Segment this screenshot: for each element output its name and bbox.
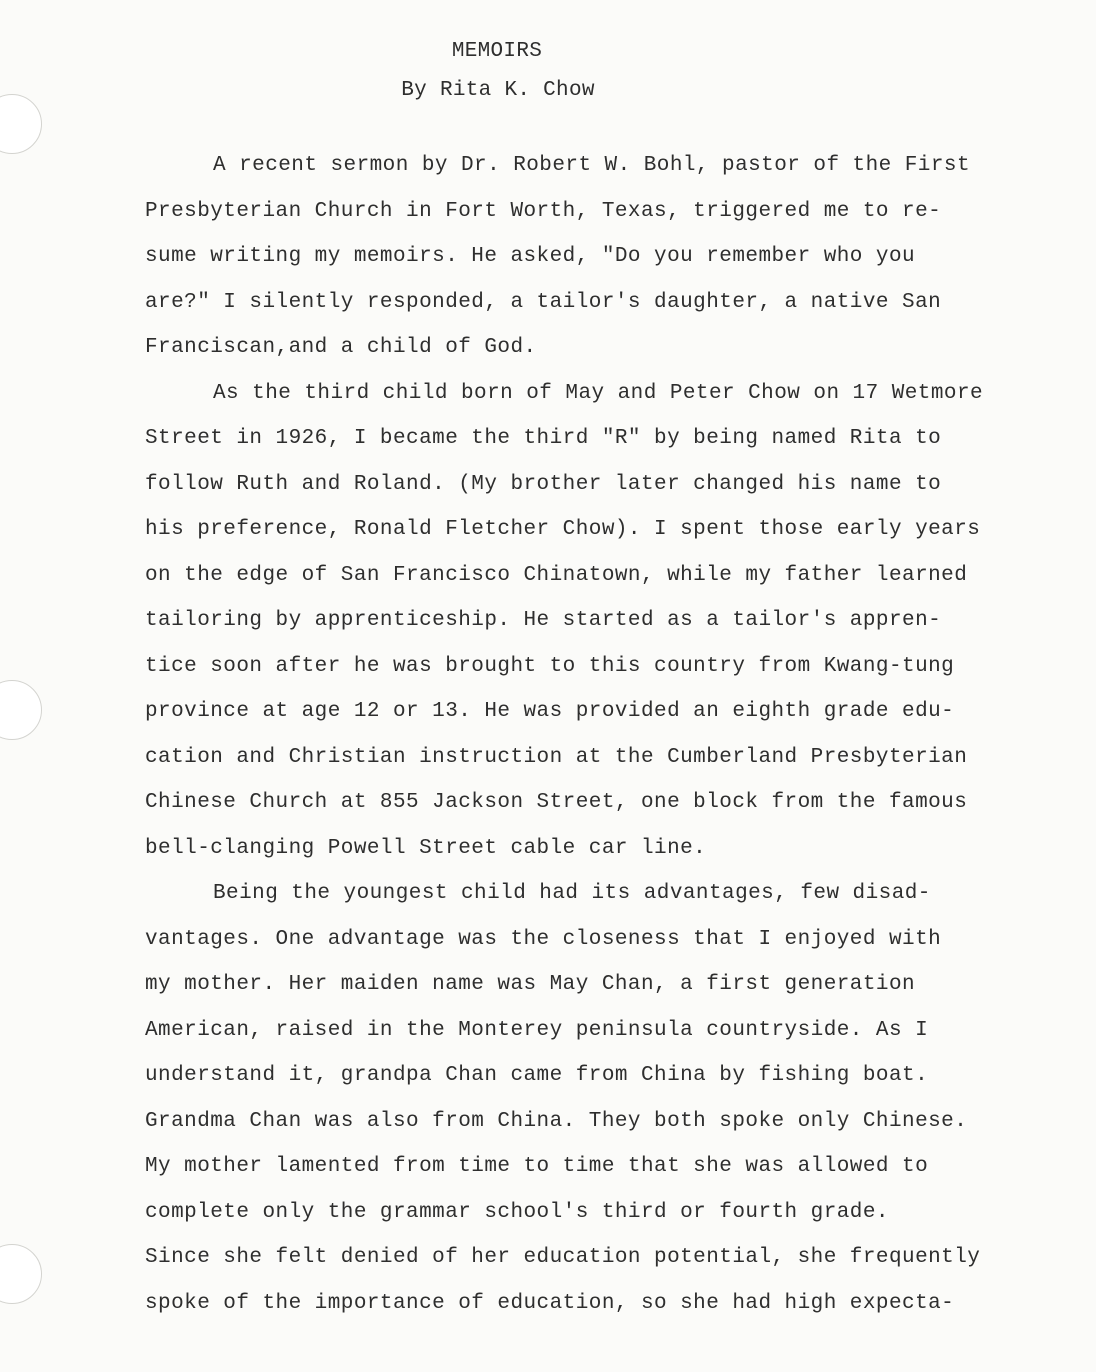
text-line: As the third child born of May and Peter Chow on 17 Wetmore bbox=[213, 381, 984, 405]
binder-hole-top bbox=[0, 94, 42, 154]
document-byline: By Rita K. Chow bbox=[401, 79, 595, 102]
text-line: Franciscan,and a child of God. bbox=[145, 336, 537, 359]
text-line: understand it, grandpa Chan came from China by fishing boat. bbox=[145, 1064, 929, 1087]
text-line: Presbyterian Church in Fort Worth, Texas, triggered me to re- bbox=[145, 199, 942, 223]
text-line: are?" I silently responded, a tailor's daughter, a native San bbox=[145, 290, 942, 314]
binder-hole-bottom bbox=[0, 1244, 42, 1304]
paragraph-2 bbox=[145, 371, 1065, 872]
text-line: Grandma Chan was also from China. They both spoke only Chinese. bbox=[145, 1109, 968, 1133]
text-line: complete only the grammar school's third or fourth grade. bbox=[145, 1200, 889, 1224]
text-line: My mother lamented from time to time that she was allowed to bbox=[145, 1155, 929, 1178]
text-line: on the edge of San Francisco Chinatown, while my father learned bbox=[145, 563, 968, 587]
text-line: tailoring by apprenticeship. He started as a tailor's appren- bbox=[145, 609, 942, 632]
memoir-body bbox=[145, 143, 1065, 1326]
text-line: my mother. Her maiden name was May Chan, a first generation bbox=[145, 973, 916, 996]
text-line: Street in 1926, I became the third "R" by being named Rita to bbox=[145, 427, 942, 450]
text-line: Being the youngest child had its advantages, few disad- bbox=[213, 882, 931, 905]
text-line: follow Ruth and Roland. (My brother later changed his name to bbox=[145, 472, 942, 496]
binder-hole-middle bbox=[0, 680, 42, 740]
text-line: spoke of the importance of education, so she had high expecta- bbox=[145, 1291, 955, 1315]
text-line: his preference, Ronald Fletcher Chow). I spent those early years bbox=[145, 518, 981, 541]
text-line: Since she felt denied of her education potential, she frequently bbox=[145, 1246, 981, 1269]
paragraph-3 bbox=[145, 871, 1065, 1326]
text-line: bell-clanging Powell Street cable car line. bbox=[145, 836, 707, 860]
text-line: cation and Christian instruction at the Cumberland Presbyterian bbox=[145, 745, 968, 769]
document-title: MEMOIRS bbox=[451, 40, 543, 63]
text-line: province at age 12 or 13. He was provided an eighth grade edu- bbox=[145, 700, 955, 723]
text-line: Chinese Church at 855 Jackson Street, one block from the famous bbox=[145, 791, 968, 814]
text-line: American, raised in the Monterey peninsula countryside. As I bbox=[145, 1018, 929, 1042]
text-line: vantages. One advantage was the closeness that I enjoyed with bbox=[145, 927, 942, 951]
text-line: sume writing my memoirs. He asked, "Do you remember who you bbox=[145, 245, 916, 268]
paragraph-1 bbox=[145, 143, 1065, 371]
text-line: A recent sermon by Dr. Robert W. Bohl, pastor of the First bbox=[213, 154, 971, 177]
text-line: tice soon after he was brought to this country from Kwang-tung bbox=[145, 654, 955, 678]
